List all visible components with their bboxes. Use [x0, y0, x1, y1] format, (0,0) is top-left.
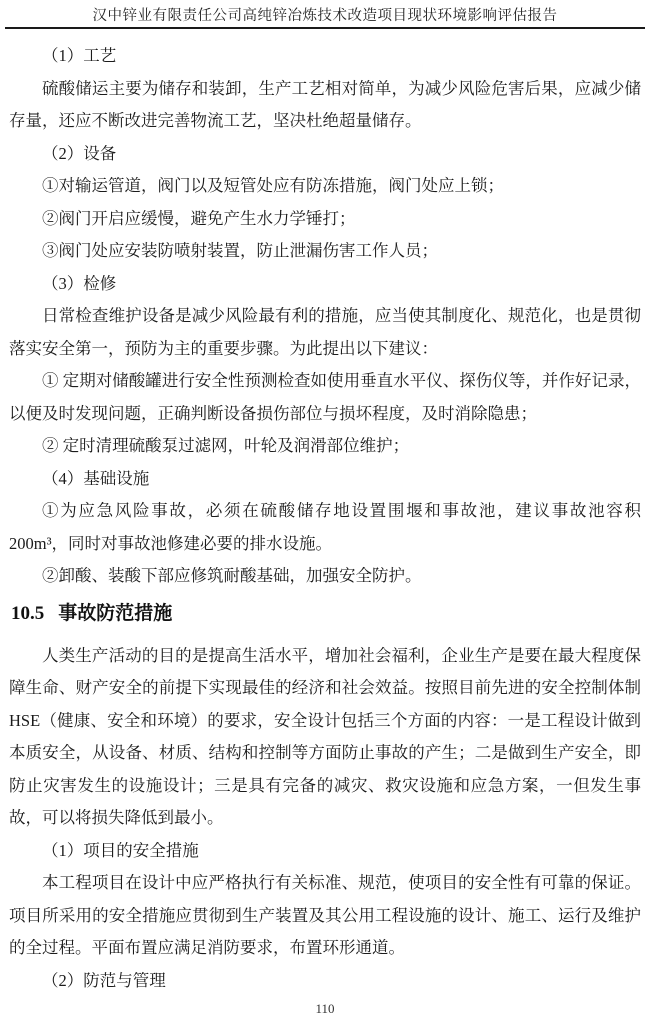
page-number: 110	[315, 1001, 335, 1016]
section-heading	[11, 600, 641, 628]
section-heading-title: 事故防范措施	[58, 602, 173, 624]
section-heading-number: 10.5	[11, 602, 45, 624]
paragraph: ①对输运管道，阀门以及短管处应有防冻措施，阀门处应上锁；	[42, 176, 504, 195]
page-header-title: 汉中锌业有限责任公司高纯锌冶炼技术改造项目现状环境影响评估报告	[5, 0, 645, 29]
paragraph: ② 定时清理硫酸泵过滤网，叶轮及润滑部位维护；	[42, 436, 410, 455]
paragraph: 硫酸储运主要为储存和装卸，生产工艺相对简单，为减少风险危害后果，应减少储存量，还应不断改进完善物流工艺，坚决杜绝超量储存。	[9, 78, 641, 130]
paragraph: （3）检修	[42, 273, 117, 293]
paragraph: （4）基础设施	[42, 468, 150, 488]
paragraph: （1）工艺	[42, 46, 117, 65]
paragraph: （1）项目的安全措施	[42, 840, 199, 860]
paragraph: 日常检查维护设备是减少风险最有利的措施，应当使其制度化、规范化，也是贯彻落实安全第一，预防为主的重要步骤。为此提出以下建议：	[9, 306, 641, 358]
paragraph: ③阀门处应安装防喷射装置，防止泄漏伤害工作人员；	[42, 241, 438, 260]
paragraph: （2）防范与管理	[42, 970, 166, 990]
paragraph: ②阀门开启应缓慢，避免产生水力学锤打；	[42, 208, 356, 228]
paragraph: （2）设备	[42, 143, 117, 163]
paragraph: ①为应急风险事故，必须在硫酸储存地设置围堰和事故池，建议事故池容积 200m³，同时对事故池修建必要的排水设施。	[9, 501, 641, 553]
paragraph: 本工程项目在设计中应严格执行有关标准、规范，使项目的安全性有可靠的保证。项目所采用的安全措施应贯彻到生产装置及其公用工程设施的设计、施工、运行及维护的全过程。平面布置应满足消防要求，布置环形通道。	[9, 873, 641, 957]
paragraph: ②卸酸、装酸下部应修筑耐酸基础，加强安全防护。	[42, 566, 422, 585]
paragraph: ① 定期对储酸罐进行安全性预测检查如使用垂直水平仪、探伤仪等，并作好记录，以便及时发现问题，正确判断设备损伤部位与损坏程度，及时消除隐患；	[9, 371, 641, 423]
paragraph: 人类生产活动的目的是提高生活水平，增加社会福利，企业生产是要在最大程度保障生命、财产安全的前提下实现最佳的经济和社会效益。按照目前先进的安全控制体制HSE（健康、安全和环境）的要求，安全设计包括三个方面的内容：一是工程设计做到本质安全，从设备、材质、结构和控制等方面防止事故的产生；二是做到生产安全，即防止灾害发生的设施设计；三是具有完备的减灾、救灾设施和应急方案，一但发生事故，可以将损失降低到最小。	[9, 645, 641, 827]
document-body	[0, 29, 650, 997]
